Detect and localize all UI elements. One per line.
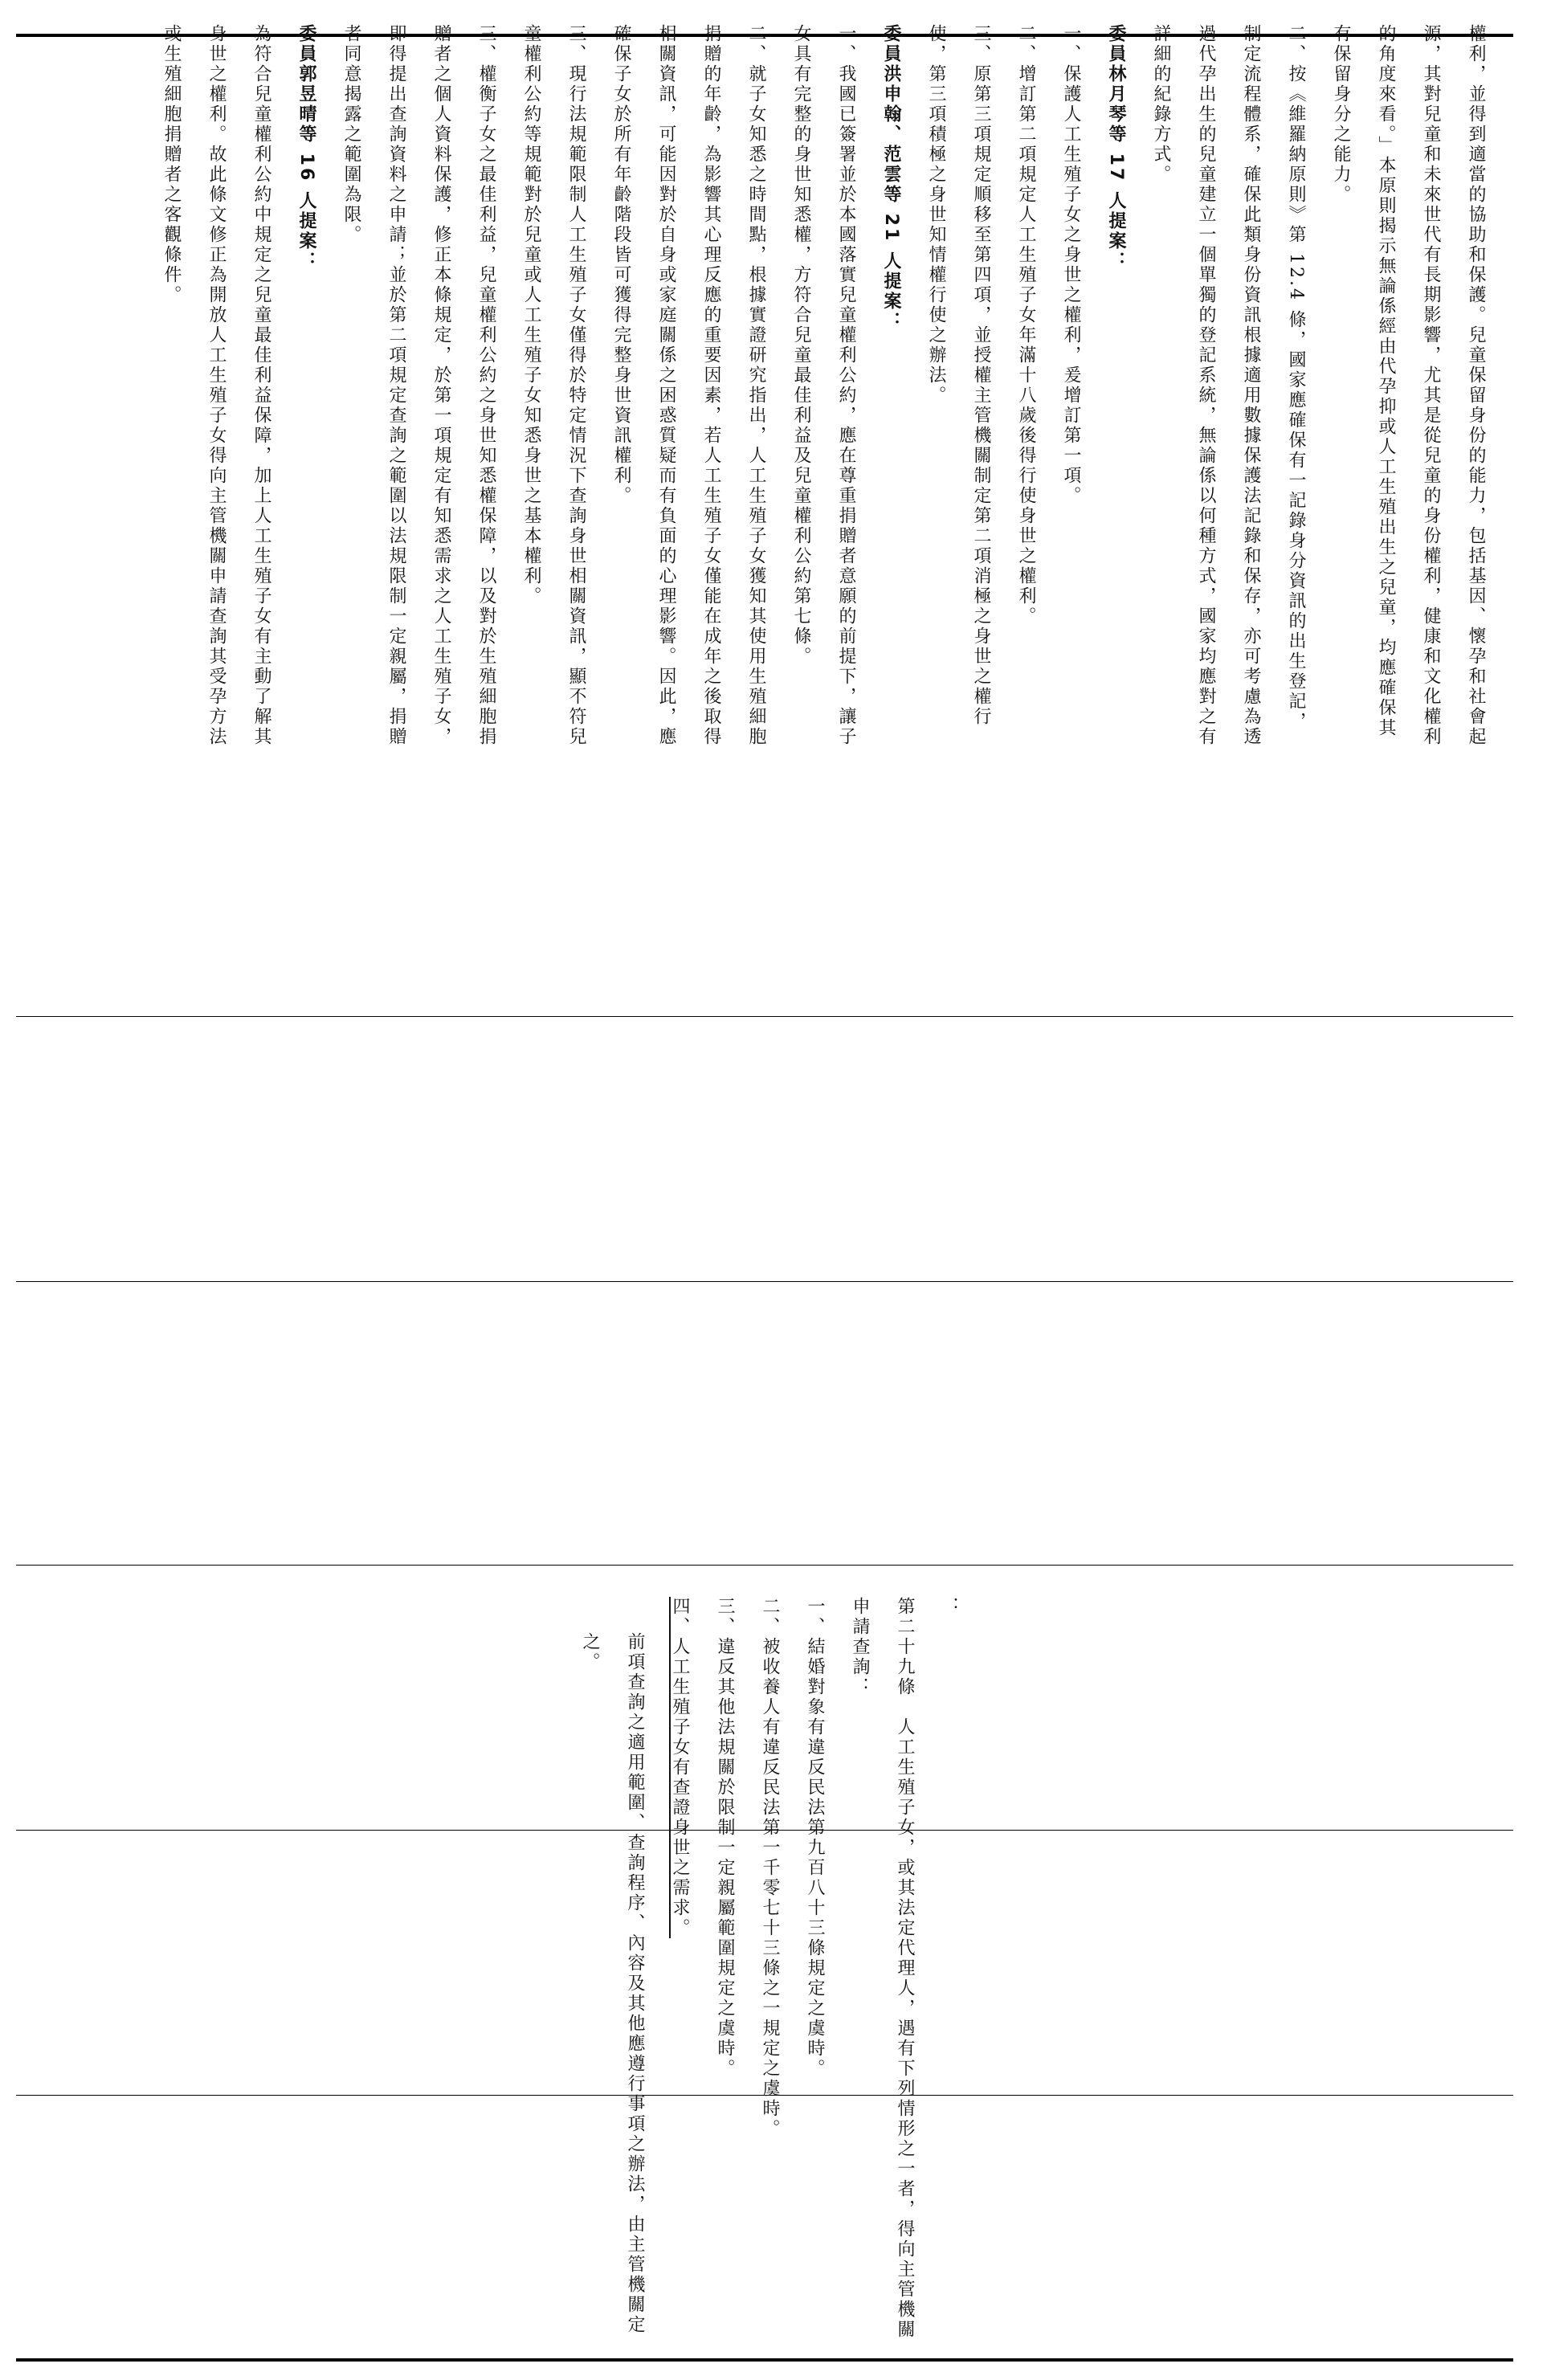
paragraph: 三、權衡子女之最佳利益，兒童權利公約之身世知悉權保障，以及對於生殖細胞捐贈者之個人資料保護，修正本條規定，於第一項規定有知悉需求之人工生殖子女，即得提出查詢資料之申請；並於第二項規定查詢之範圍以法規限制一定親屬，捐贈者同意揭露之範圍為限。 <box>341 24 496 747</box>
paragraph: 三、原第三項規定順移至第四項，並授權主管機關制定第二項消極之身世之權行使，第三項積極之身世知情權行使之辦法。 <box>926 24 991 727</box>
explanation-text <box>149 24 1498 747</box>
proposer-heading: 委員洪申翰、范雲等 21 人提案： <box>881 24 901 332</box>
paragraph: 三、違反其他法規關於限制一定親屬範圍規定之虞時。 <box>715 1597 735 2079</box>
paragraph: 權利，並得到適當的協助和保護。兒童保留身份的能力，包括基因、懷孕和社會起源，其對兒童和未來世代有長期影響，尤其是從兒童的身份權利，健康和文化權利的角度來看。」本原則揭示無論係經由代孕抑或人工生殖出生之兒童，均應確保其有保留身分之能力。 <box>1331 24 1486 747</box>
paragraph: 二、按《維羅納原則》第 12.4 條，國家應確保有一記錄身分資訊的出生登記，制定流程體系，確保此類身份資訊根據適用數據保護法記錄和保存，亦可考慮為透過代孕出生的兒童建立一個單獨的登記系統，無論係以何種方式，國家均應對之有詳細的紀錄方式。 <box>1151 24 1306 747</box>
paragraph: 一、保護人工生殖子女之身世之權利，爰增訂第一項。 <box>1061 24 1081 506</box>
paragraph: 二、被收養人有違反民法第一千零七十三條之一規定之虞時。 <box>760 1597 780 2139</box>
paragraph: 前項查詢之適用範圍、查詢程序、內容及其他應遵行事項之辦法，由主管機關定之。 <box>580 1632 645 2335</box>
paragraph: ： <box>940 1597 960 1617</box>
proposer-heading: 委員林月琴等 17 人提案： <box>1106 24 1126 271</box>
explanation-column <box>0 24 1506 747</box>
table-bottom-border <box>16 2358 1513 2362</box>
paragraph: 為符合兒童權利公約中規定之兒童最佳利益保障，加上人工生殖子女有主動了解其身世之權利。故此條文修正為開放人工生殖子女得向主管機關申請查詢其受孕方法或生殖細胞捐贈者之客觀條件。 <box>161 24 271 747</box>
column-divider <box>16 1016 1513 1017</box>
paragraph: 一、結婚對象有違反民法第九百八十三條規定之虞時。 <box>805 1597 825 2079</box>
column-divider <box>16 1565 1513 1566</box>
paragraph: 一、我國已簽署並於本國落實兒童權利公約，應在尊重捐贈者意願的前提下，讓子女具有完整的身世知悉權，方符合兒童最佳利益及兒童權利公約第七條。 <box>791 24 856 747</box>
amended-clause: 四、人工生殖子女有查證身世之需求。 <box>670 1597 690 1938</box>
paragraph: 二、就子女知悉之時間點，根據實證研究指出，人工生殖子女獲知其使用生殖細胞捐贈的年齡，為影響其心理反應的重要因素，若人工生殖子女僅能在成年之後取得相關資訊，可能因對於自身或家庭關係之困惑質疑而有負面的心理影響。因此，應確保子女於所有年齡階段皆可獲得完整身世資訊權利。 <box>611 24 766 747</box>
article-text <box>567 1597 972 2345</box>
column-divider <box>16 1281 1513 1282</box>
paragraph: 二、增訂第二項規定人工生殖子女年滿十八歲後得行使身世之權利。 <box>1016 24 1036 627</box>
current-law-column <box>0 1574 980 2345</box>
article-heading: 第二十九條 人工生殖子女，或其法定代理人，遇有下列情形之一者，得向主管機關申請查詢： <box>850 1597 915 2340</box>
proposer-heading: 委員郭昱晴等 16 人提案： <box>296 24 316 271</box>
paragraph: 三、現行法規範限制人工生殖子女僅得於特定情況下查詢身世相關資訊，顯不符兒童權利公約等規範對於兒童或人工生殖子女知悉身世之基本權利。 <box>521 24 586 747</box>
